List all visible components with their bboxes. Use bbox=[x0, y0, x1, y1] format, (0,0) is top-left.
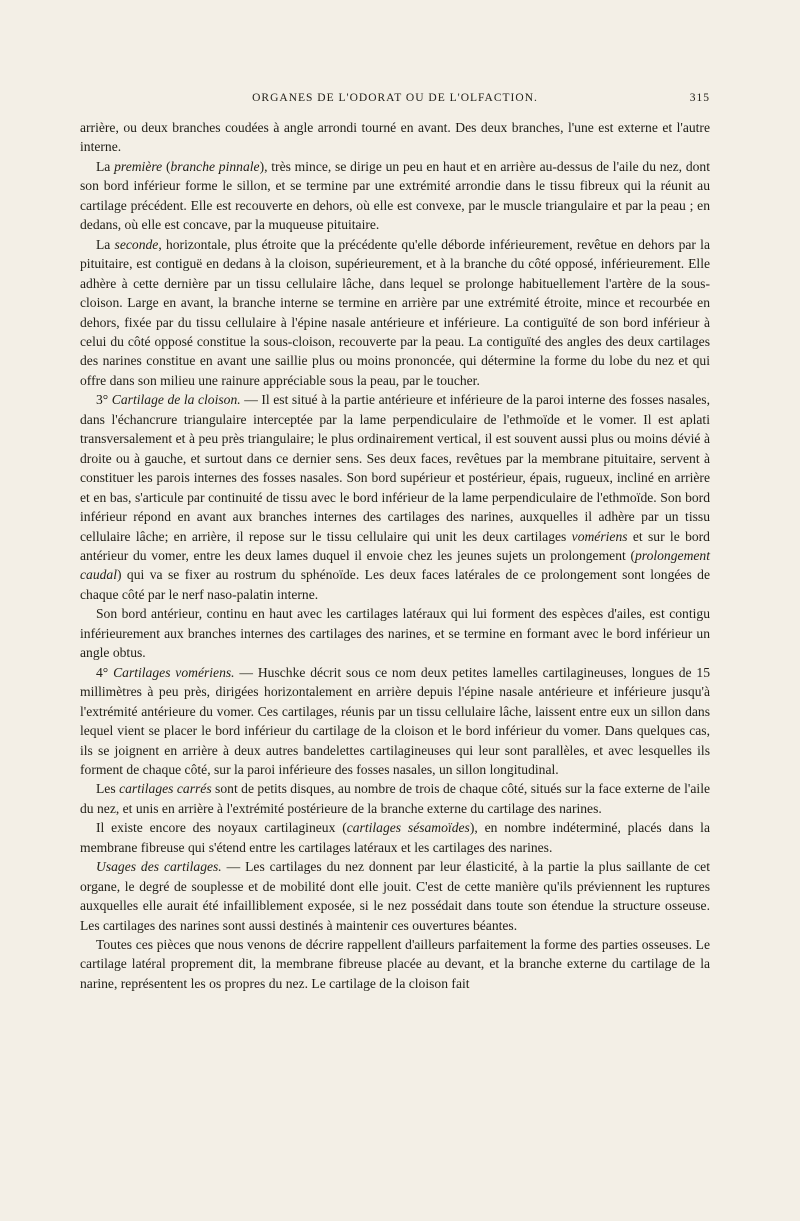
italic-term: branche pinnale bbox=[170, 158, 260, 174]
italic-term: Cartilage de la cloison. bbox=[111, 392, 241, 408]
text-run: sont de petits disques, au nombre de trois de chaque côté, situés sur la face externe de l'aile du nez, et unis en arrière à l'extrémité postérieure de la branche externe du cartilage des narines. bbox=[80, 781, 710, 816]
body-text bbox=[80, 118, 710, 993]
text-run: ), très mince, se dirige un peu en haut et en arrière au-dessus de l'aile du nez, dont son bord inférieur forme le sillon, et se termine par une extrémité arrondie dans le tissu fibreux qui la réunit au cartilage précédent. Elle est recouverte en dehors, où elle est convexe, par le muscle triangulaire et par la peau ; en dedans, où elle est concave, par la muqueuse pituitaire. bbox=[80, 158, 710, 233]
text-run: ) qui va se fixer au rostrum du sphénoïde. Les deux faces latérales de ce prolongement sont longées de chaque côté par le nerf naso-palatin interne. bbox=[80, 567, 710, 602]
text-run: Les bbox=[96, 781, 120, 797]
italic-term: cartilages sésamoïdes bbox=[346, 820, 470, 836]
text-run: et sur le bord antérieur du vomer, entre les deux lames duquel il envoie chez les jeunes sujets un prolongement ( bbox=[80, 528, 710, 563]
paragraph bbox=[80, 604, 710, 662]
page-number: 315 bbox=[689, 92, 710, 104]
italic-term: vomériens bbox=[571, 528, 628, 544]
italic-term: prolongement caudal bbox=[80, 547, 710, 583]
paragraph bbox=[80, 663, 710, 780]
paragraph bbox=[80, 118, 710, 157]
italic-term: cartilages carrés bbox=[119, 781, 212, 797]
text-run: Il existe encore des noyaux cartilagineux ( bbox=[96, 820, 347, 836]
running-head bbox=[80, 92, 710, 110]
italic-term: Usages des cartilages. bbox=[96, 859, 222, 875]
text-run: — Huschke décrit sous ce nom deux petites lamelles cartilagineuses, longues de 15 millimètres à peu près, dirigées horizontalement en arrière depuis l'épine nasale antérieure et inférieure jusqu'à l'extrémité antérieure du vomer. Ces cartilages, réunis par un tissu cellulaire lâche, laissent entre eux un sillon dans lequel vient se placer le bord inférieur du cartilage de la cloison et le bord inférieur du vomer. Dans quelques cas, ils se joignent en arrière à deux autres bandelettes cartilagineuses qui leur sont parallèles, et avec lesquelles ils forment de chaque côté, sur la paroi inférieure des fosses nasales, un sillon longitudinal. bbox=[80, 664, 711, 777]
text-run: La bbox=[96, 158, 115, 174]
paragraph bbox=[80, 818, 710, 857]
text-run: — Les cartilages du nez donnent par leur élasticité, à la partie la plus saillante de cet organe, le degré de souplesse et de mobilité dont elle jouit. C'est de cette manière qu'ils préviennent les ruptures auxquelles elle aurait été infailliblement exposée, si le nez possédait dans toute son étendue la structure osseuse. Les cartilages des narines sont aussi destinés à maintenir ces ouvertures béantes. bbox=[80, 859, 710, 933]
text-run: arrière, ou deux branches coudées à angle arrondi tourné en avant. Des deux branches, l'une est externe et l'autre interne. bbox=[80, 120, 710, 155]
text-run: Toutes ces pièces que nous venons de décrire rappellent d'ailleurs parfaitement la forme des parties osseuses. Le cartilage latéral proprement dit, la membrane fibreuse placée au devant, et la branche externe du cartilage de la narine, représentent les os propres du nez. Le cartilage de la cloison fait bbox=[80, 937, 710, 991]
paragraph bbox=[80, 779, 710, 818]
running-title: ORGANES DE L'ODORAT OU DE L'OLFACTION. bbox=[252, 92, 538, 104]
paragraph bbox=[80, 235, 710, 391]
paragraph bbox=[80, 857, 710, 935]
text-run: — Il est situé à la partie antérieure et inférieure de la paroi interne des fosses nasales, dans l'échancrure triangulaire interceptée par la lame perpendiculaire de l'ethmoïde et le vomer. Il est aplati transversalement et à peu près triangulaire; le plus ordinairement vertical, il est souvent aussi plus ou moins dévié à droite ou à gauche, et surtout dans ce dernier sens. Ses deux faces, revêtues par la membrane pituitaire, servent à constituer les parois internes des fosses nasales. Son bord supérieur et postérieur, épais, rugueux, incliné en arrière et en bas, s'articule par continuité de tissu avec le bord inférieur de la lame perpendiculaire de l'ethmoïde. Son bord inférieur répond en avant aux branches internes des cartilages des narines, auxquelles il adhère par un tissu cellulaire lâche; en arrière, il repose sur le tissu cellulaire qui unit les deux cartilages bbox=[80, 392, 710, 544]
text-run: Son bord antérieur, continu en haut avec les cartilages latéraux qui lui forment des espèces d'ailes, est contigu inférieurement aux branches internes des cartilages des narines, et se termine en formant avec le bord inférieur un angle obtus. bbox=[80, 606, 710, 661]
paragraph bbox=[80, 390, 710, 604]
italic-term: Cartilages vomériens. bbox=[113, 664, 235, 680]
text-run: ), en nombre indéterminé, placés dans la membrane fibreuse qui s'étend entre les cartilages latéraux et les cartilages des narines. bbox=[80, 820, 710, 855]
text-run: , horizontale, plus étroite que la précédente qu'elle déborde inférieurement, revêtue en dehors par la pituitaire, est contiguë en dedans à la cloison, supérieurement, et à la branche du côté opposé, inférieurement. Elle adhère à cette dernière par un tissu cellulaire lâche, dans lequel se prolonge habituellement l'artère de la sous-cloison. Large en avant, la branche interne se termine en arrière par une extrémité étroite, mince et recourbée en dehors, fixée par du tissu cellulaire à l'épine nasale antérieure et inférieure. La contiguïté de son bord inférieur à celui du côté opposé constitue la sous-cloison, recouverte par la peau. La contiguïté des angles des deux cartilages des narines constitue en avant une saillie plus ou moins prononcée, qui détermine la forme du lobe du nez et qui offre dans son milieu une rainure appréciable sous la peau, par le toucher. bbox=[80, 236, 710, 388]
text-run: ( bbox=[162, 158, 171, 174]
italic-term: première bbox=[114, 158, 163, 174]
italic-term: seconde bbox=[114, 236, 159, 252]
text-run: 3° bbox=[96, 392, 112, 408]
text-run: La bbox=[96, 236, 115, 252]
text-run: 4° bbox=[96, 664, 114, 680]
paragraph bbox=[80, 935, 710, 993]
paragraph bbox=[80, 157, 710, 235]
